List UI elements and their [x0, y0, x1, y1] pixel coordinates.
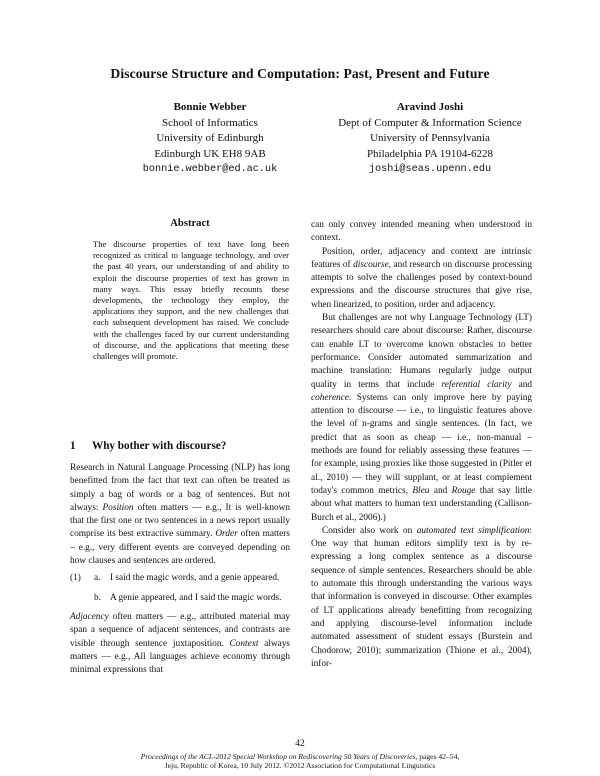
paragraph: But challenges are not why Language Technology (LT) researchers should care about discourse: Rather, discourse can enable LT to overcome known obstacles to better performance. Consider automated summarization and machine translation: Humans regularly judge output quality in terms that include referential clarity and coherence. Systems can only improve here by paying attention to discourse — i.e., to linguistic features above the level of n-grams and single sentences. (In fact, we predict that as soon as cheap — i.e., non-manual – methods are found for reliably assessing these features — for example, using proxies like those suggested in (Pitler et al., 2010) — they will supplant, or at least complement today's common metrics, Bleu and Rouge that say little about what matters to human text understanding (Callison-Burch et al., 2006).)	[311, 313, 532, 523]
author-block-joshi	[295, 100, 565, 178]
paragraph: Position, order, adjacency and context are intrinsic features of discourse, and research on discourse processing attempts to solve the challenges posed by context-bound expressions and the discourse structures that give rise, when linearized, to position, order and adjacency.	[311, 246, 532, 310]
author-name: Aravind Joshi	[396, 101, 464, 113]
right-column-body	[311, 219, 532, 671]
author-address: Philadelphia PA 19104-6228	[366, 147, 494, 160]
example-1	[70, 572, 290, 605]
page-number: 42	[295, 738, 305, 749]
author-email: joshi@seas.upenn.edu	[368, 164, 492, 176]
section-title: Why bother with discourse?	[92, 440, 227, 452]
example-item-a: (1) a. I said the magic words, and a genie appeared.	[70, 573, 280, 584]
paragraph: Research in Natural Language Processing (NLP) has long benefitted from the fact that text can often be treated as simply a bag of words or a bag of sentences. But not always: Position often matters — e.g., It is well-known that the first one or two sentences in a news report usually comprise its best extractive summary. Order often matters – e.g., very different events are conveyed depending on how clauses and sentences are ordered.	[70, 463, 290, 567]
example-item-b: b. A genie appeared, and I said the magic words.	[94, 592, 282, 603]
proceedings-footer: Proceedings of the ACL-2012 Special Workshop on Rediscovering 50 Years of Discoveries, pages 42–54, Jeju, Republic of Korea, 10 July 2012. ©2012 Association for Computational Linguistics	[140, 752, 460, 771]
abstract-text: The discourse properties of text have long been recognized as critical to language technology, and over the past 40 years, our understanding of and ability to exploit the discourse properties of text has grown in many ways. This essay briefly recounts these developments, the technology they employ, the applications they support, and the new challenges that each subsequent development has raised. We conclude with the challenges faced by our current understanding of discourse, and the applications that meeting these challenges will promote.	[93, 239, 289, 362]
author-institution: University of Edinburgh	[156, 132, 264, 145]
author-affiliation: School of Informatics	[162, 116, 258, 129]
abstract-heading: Abstract	[170, 218, 210, 229]
paper-title: Discourse Structure and Computation: Past, Present and Future	[110, 66, 490, 81]
section-number: 1	[70, 440, 76, 452]
section-heading	[70, 440, 226, 452]
paragraph: can only convey intended meaning when understood in context.	[311, 220, 532, 244]
author-name: Bonnie Webber	[173, 101, 247, 113]
left-column-body	[70, 462, 290, 677]
paragraph: Consider also work on automated text simplification: One way that human editors simplify text is by re-expressing a long complex sentence as a discourse sequence of simple sentences. Researchers should be able to automate this through understanding the various ways that information is conveyed in discourse. Other examples of LT applications already benefitting from recognizing and applying discourse-level information include automated assessment of student essays (Burstein and Chodorow, 2010); summarization (Thione et al., 2004), infor-	[311, 525, 532, 669]
author-affiliation: Dept of Computer & Information Science	[338, 116, 522, 129]
paragraph: Adjacency often matters — e.g., attributed material may span a sequence of adjacent sentences, and contrasts are visible through sentence juxtaposition. Context always matters — e.g., All languages achieve economy through minimal expressions that	[70, 611, 291, 676]
author-address: Edinburgh UK EH8 9AB	[154, 147, 266, 160]
author-email: bonnie.webber@ed.ac.uk	[142, 164, 278, 176]
author-institution: University of Pennsylvania	[370, 132, 490, 145]
author-block-webber	[95, 100, 325, 178]
